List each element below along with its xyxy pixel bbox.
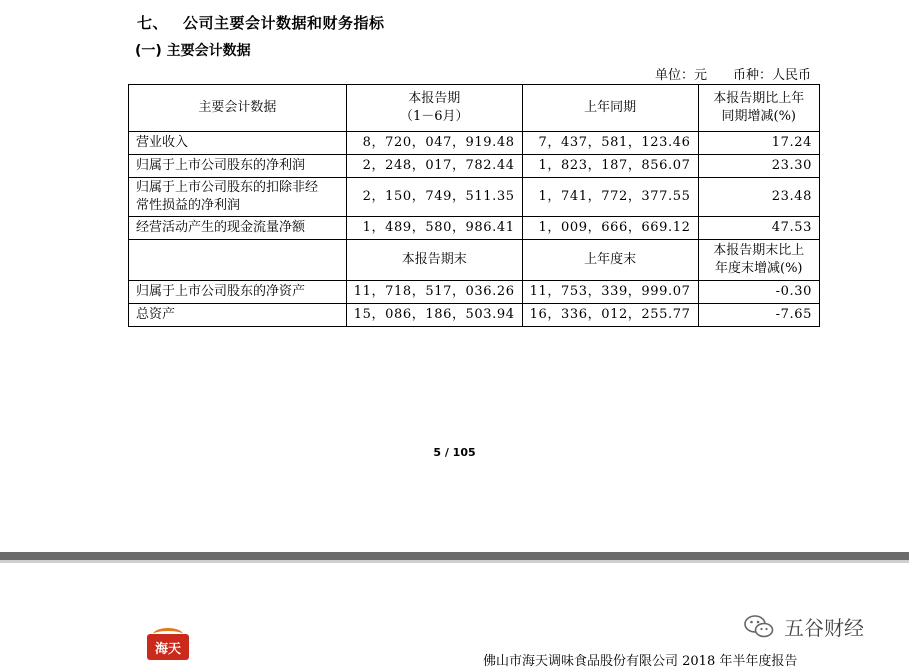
header-line: 本报告期末比上 bbox=[713, 243, 805, 258]
header-cell: 本报告期末 bbox=[346, 240, 522, 281]
change-value: -7.65 bbox=[698, 304, 820, 327]
header-line: （1－6月） bbox=[399, 109, 469, 124]
prior-value: 1，741，772，377.55 bbox=[522, 178, 698, 217]
header-cell bbox=[129, 240, 347, 281]
change-value: 47.53 bbox=[698, 217, 820, 240]
logo-text: 海天 bbox=[154, 642, 181, 657]
current-value: 2，248，017，782.44 bbox=[346, 155, 522, 178]
current-value: 2，150，749，511.35 bbox=[346, 178, 522, 217]
current-value: 15，086，186，503.94 bbox=[346, 304, 522, 327]
row-label-line: 归属于上市公司股东的扣除非经 bbox=[136, 180, 319, 195]
header-line: 同期增减(%) bbox=[721, 109, 796, 124]
section-number: 七、 bbox=[137, 14, 169, 32]
unit-line bbox=[651, 64, 811, 83]
wechat-icon bbox=[744, 614, 774, 640]
table-row bbox=[129, 132, 820, 155]
header-cell bbox=[698, 240, 820, 281]
row-label: 归属于上市公司股东的净资产 bbox=[129, 281, 347, 304]
change-value: 23.30 bbox=[698, 155, 820, 178]
header-cell: 上年同期 bbox=[522, 85, 698, 132]
change-value: -0.30 bbox=[698, 281, 820, 304]
header-cell: 上年度末 bbox=[522, 240, 698, 281]
header-line: 本报告期 bbox=[408, 91, 461, 106]
subsection-title: (一) 主要会计数据 bbox=[135, 43, 251, 59]
watermark bbox=[744, 612, 864, 641]
header-line: 本报告期比上年 bbox=[713, 91, 805, 106]
header-cell bbox=[346, 85, 522, 132]
prior-value: 1，823，187，856.07 bbox=[522, 155, 698, 178]
footer-company-report: 佛山市海天调味食品股份有限公司 2018 年半年度报告 bbox=[483, 654, 798, 669]
prior-value: 16，336，012，255.77 bbox=[522, 304, 698, 327]
page-divider bbox=[0, 552, 909, 560]
row-label-line: 常性损益的净利润 bbox=[136, 198, 241, 213]
change-value: 23.48 bbox=[698, 178, 820, 217]
section-title-text: 公司主要会计数据和财务指标 bbox=[183, 14, 385, 32]
currency-label: 币种：人民币 bbox=[732, 68, 811, 83]
prior-value: 7，437，581，123.46 bbox=[522, 132, 698, 155]
table-row bbox=[129, 217, 820, 240]
table-row bbox=[129, 155, 820, 178]
current-value: 1，489，580，986.41 bbox=[346, 217, 522, 240]
watermark-text: 五谷财经 bbox=[784, 616, 864, 640]
unit-label: 单位：元 bbox=[654, 68, 707, 83]
row-label: 经营活动产生的现金流量净额 bbox=[129, 217, 347, 240]
table-row bbox=[129, 304, 820, 327]
page-number: 5 / 105 bbox=[433, 446, 476, 459]
table-header-row bbox=[129, 85, 820, 132]
page-divider-shadow bbox=[0, 560, 909, 563]
current-value: 8，720，047，919.48 bbox=[346, 132, 522, 155]
prior-value: 11，753，339，999.07 bbox=[522, 281, 698, 304]
row-label bbox=[129, 178, 347, 217]
company-logo bbox=[147, 634, 189, 660]
row-label: 营业收入 bbox=[129, 132, 347, 155]
current-value: 11，718，517，036.26 bbox=[346, 281, 522, 304]
table-row bbox=[129, 178, 820, 217]
header-cell bbox=[698, 85, 820, 132]
header-cell: 主要会计数据 bbox=[129, 85, 347, 132]
change-value: 17.24 bbox=[698, 132, 820, 155]
row-label: 归属于上市公司股东的净利润 bbox=[129, 155, 347, 178]
row-label: 总资产 bbox=[129, 304, 347, 327]
header-line: 年度末增减(%) bbox=[715, 261, 803, 276]
table-row bbox=[129, 281, 820, 304]
section-title bbox=[137, 12, 385, 33]
table-subheader-row bbox=[129, 240, 820, 281]
prior-value: 1，009，666，669.12 bbox=[522, 217, 698, 240]
accounting-data-table bbox=[128, 84, 820, 327]
